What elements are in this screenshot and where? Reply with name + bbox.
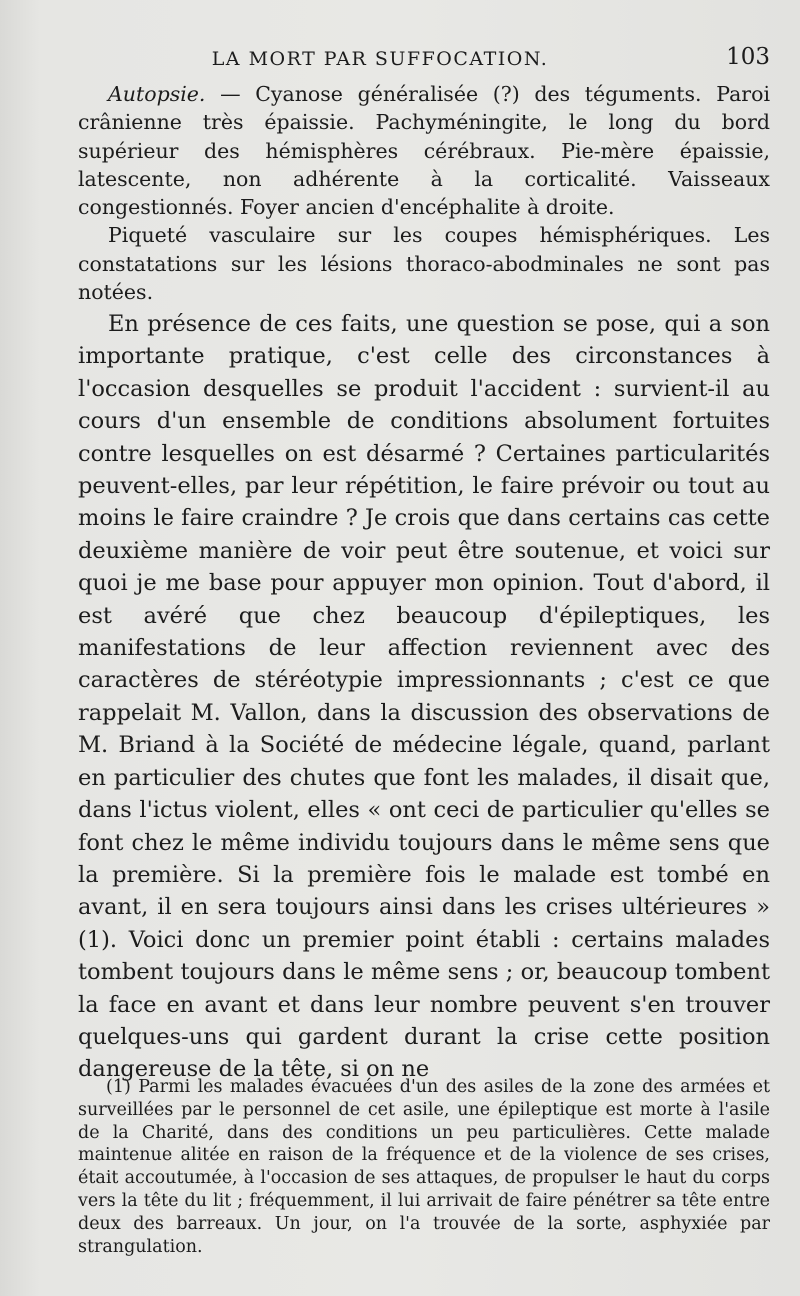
main-paragraph: En présence de ces faits, une question se pose, qui a son importante pratique, c'est celle des circonstances à l'occasion desquelles se produit l'accident : survient-il au cours d'un ensemble de conditions absolument fortuites contre lesquelles on est désarmé ? Certaines particularités peuvent-elles, par leur répétition, le faire prévoir ou tout au moins le faire craindre ? Je crois que dans certains cas cette deuxième manière de voir peut être soutenue, et voici sur quoi je me base pour appuyer mon opinion. Tout d'abord, il est avéré que chez beaucoup d'épileptiques, les manifestations de leur affection reviennent avec des caractères de stéréotypie impressionnants ; c'est ce que rappelait M. Vallon, dans la discussion des observations de M. Briand à la Société de médecine légale, quand, parlant en particulier des chutes que font les malades, il disait que, dans l'ictus violent, elles « ont ceci de particulier qu'elles se font chez le même individu toujours dans le même sens que la première. Si la première fois le malade est tombé en avant, il en sera toujours ainsi dans les crises ultérieures » (1). Voici donc un premier point établi : certains malades tombent toujours dans le même sens ; or, beaucoup tombent la face en avant et dans leur nombre peuvent s'en trouver quelques-uns qui gardent durant la crise cette position dangereuse de la tête, si on ne <box>78 311 770 1083</box>
page-header <box>70 40 770 76</box>
running-title: LA MORT PAR SUFFOCATION. <box>211 48 549 70</box>
autopsy-label: Autopsie. <box>108 82 206 106</box>
page-number: 103 <box>726 44 770 70</box>
footnote-text: (1) Parmi les malades évacuées d'un des asiles de la zone des armées et surveillées par le personnel de cet asile, une épileptique est morte à l'asile de la Charité, dans des conditions un peu particulières. Cette malade maintenue alitée en raison de la fréquence et de la violence de ses crises, était accoutumée, à l'occasion de ses attaques, de propulser le haut du corps vers la tête du lit ; fréquemment, il lui arrivait de faire pénétrer sa tête entre deux des barreaux. Un jour, on l'a trouvée de la sorte, asphyxiée par strangulation. <box>78 1077 770 1257</box>
autopsy-paragraph-1 <box>78 80 770 221</box>
footnote <box>78 1076 770 1258</box>
autopsy-paragraph-2: Piqueté vasculaire sur les coupes hémisphériques. Les constatations sur les lésions thoraco-abodminales ne sont pas notées. <box>78 223 770 305</box>
autopsy-text-1: — Cyanose généralisée (?) des téguments. Paroi crânienne très épaissie. Pachyméningite, le long du bord supérieur des hémisphères cérébraux. Pie-mère épaissie, latescente, non adhérente à la corticalité. Vaisseaux congestionnés. Foyer ancien d'encéphalite à droite. <box>78 82 770 220</box>
autopsy-section <box>78 80 770 306</box>
main-text <box>78 308 770 1086</box>
